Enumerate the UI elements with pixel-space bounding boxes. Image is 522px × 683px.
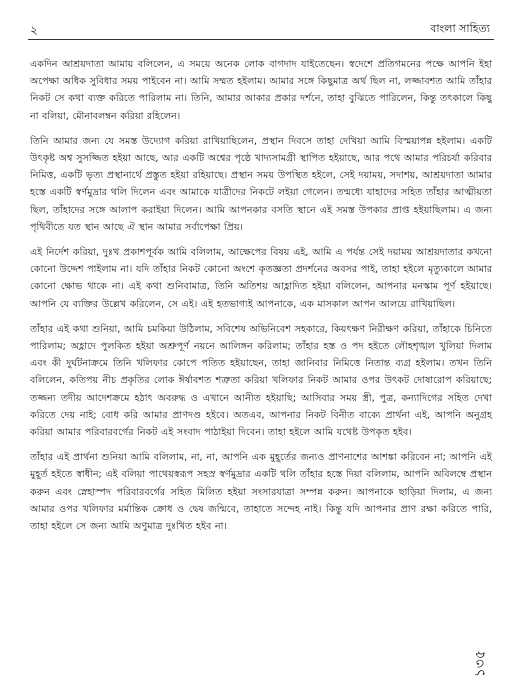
paragraph-4: তাঁহার এই কথা শুনিয়া, আমি চমকিয়া উঠিলাম, সবিশেষ অভিনিবেশ সহকারে, কিয়ৎক্ষণ নিরীক্ষণ করিয়া, তাঁহাকে চিনিতে পারিলাম; অহ্লাদে পুলকিত হইয়া অশ্রুপূর্ণ নয়নে আলিঙ্গন করিলাম; তাঁহার হস্ত ও পদ হইতে লৌহশৃঙ্খল খুলিয়া দিলাম এবং কী দুর্ঘটনাক্রমে তিনি খলিফার কোপে পতিত হইয়াছেন, তাহা জানিবার নিমিত্তে নিতান্ত ব্যগ্র হইলাম। তখন তিনি বলিলেন, কতিপয় নীচ প্রকৃতির লোক ঈর্ষাবশত শত্রুতা করিয়া খলিফার নিকট আমার ওপর উৎকট দোষারোপ করিয়াছে; তজ্জন্য তদীয় আদেশক্রমে হঠাৎ অবরুদ্ধ ও এখানে আনীত হইয়াছি; আসিবার সময় স্ত্রী, পুত্র, কন্যাদিগের সহিত দেখা করিতে দেয় নাই; বোধ করি আমার প্রাণদণ্ড হইবে। অতএব, আপনার নিকট বিনীত বাক্যে প্রার্থনা এই, আপনি অনুগ্রহ করিয়া আমার পরিবারবর্গের নিকট এই সংবাদ পাঠাইয়া দিবেন। তাহা হইলে আমি যথেষ্ট উপকৃত হইব।: [30, 323, 492, 439]
paragraph-5: তাঁহার এই প্রার্থনা শুনিয়া আমি বলিলাম, না, না, আপনি এক মুহূর্তের জন্যও প্রাণনাশের আশঙ্কা করিবেন না; আপনি এই মুহূর্ত হইতে স্বাধীন; এই বলিয়া পাথেয়স্বরূপ সহস্র স্বর্ণমুদ্রার একটি থলি তাঁহার হস্তে দিয়া বলিলাম, আপনি অবিলম্বে প্রস্থান করুন এবং স্নেহাস্পদ পরিবারবর্গের সহিত মিলিত হইয়া সংসারযাত্রা সম্পন্ন করুন। আপনাকে ছাড়িয়া দিলাম, এ জন্য আমার ওপর খলিফার মর্মান্তিক ক্রোধ ও দ্বেষ জন্মিবে, তাহাতে সন্দেহ নাই। কিন্তু যদি আপনার প্রাণ রক্ষা করিতে পারি, তাহা হইলে সে জন্য আমি অণুমাত্র দুঃখিত হইব না।: [30, 452, 492, 533]
paragraph-2: তিনি আমার জন্য যে সমস্ত উদ্যোগ করিয়া রাখিয়াছিলেন, প্রস্থান দিবসে তাহা দেখিয়া আমি বিস্ময়াপন্ন হইলাম। একটি উৎকৃষ্ট অশ্ব সুসজ্জিত হইয়া আছে, আর একটি অশ্বের পৃষ্ঠে খাদ্যসামগ্রী স্থাপিত হইয়াছে, আর পথে আমার পরিচর্যা করিবার নিমিত্ত, একটি ভৃত্য প্রস্থানার্থে প্রস্তুত হইয়া রহিয়াছে। প্রস্থান সময় উপস্থিত হইলে, সেই দয়াময়, সদাশয়, আশ্রয়দাতা আমার হস্তে একটি স্বর্ণমুদ্রার থলি দিলেন এবং আমাকে যাত্রীদের নিকটে লইয়া গেলেন। তন্মধ্যে যাহাদের সহিত তাঁহার আত্মীয়তা ছিল, তাঁহাদের সঙ্গে আলাপ করাইয়া দিলেন। আমি আপনকার বসতি স্থানে এই সমস্ত উপকার প্রাপ্ত হইয়াছিলাম। এ জন্য পৃথিবীতে যত স্থান আছে ঐ স্থান আমার সর্বাপেক্ষা প্রিয়।: [30, 135, 492, 233]
running-header-title: বাংলা সাহিত্য: [430, 22, 490, 35]
paragraph-1: একদিন আশ্রয়দাতা আমায় বলিলেন, এ সময়ে অনেক লোক বাগদাদ যাইতেছেন। স্বদেশে প্রতিগমনের পক্ষে আপনি ইহা অপেক্ষা অধিক সুবিধার সময় পাইবেন না। আমি সম্মত হইলাম। আমার সঙ্গে কিছুমাত্র অর্থ ছিল না, লজ্জাবশত আমি তাঁহার নিকট সে কথা ব্যক্ত করিতে পারিলাম না। তিনি, আমার আকার প্রকার দর্শনে, তাহা বুঝিতে পারিলেন, কিন্তু তৎকালে কিছু না বলিয়া, মৌনাবলম্বন করিয়া রহিলেন।: [30, 59, 492, 122]
page-body: [30, 56, 492, 543]
paragraph-3: এই নির্দেশ করিয়া, দুঃখ প্রকাশপূর্বক আমি বলিলাম, আক্ষেপের বিষয় এই, আমি এ পর্যন্ত সেই দয়াময় আশ্রয়দাতার কখনো কোনো উদ্দেশ পাইলাম না। যদি তাঁহার নিকট কোনো অংশে কৃতজ্ঞতা প্রদর্শনের অবসর পাই, তাহা হইলে মৃত্যুকালে আমার কোনো ক্ষোভ থাকে না। এই কথা শুনিবামাত্র, তিনি অতিশয় আহ্লাদিত হইয়া বলিলেন, আপনার মনস্কাম পূর্ণ হইয়াছে। আপনি যে ব্যক্তির উল্লেখ করিলেন, সে এই। এই হতভাগ্যই আপনাকে, এক মাসকাল আপন আলয়ে রাখিয়াছিল।: [30, 247, 492, 310]
header-rule: [28, 39, 494, 40]
folio-number: ১৩৫: [472, 650, 488, 678]
page-number: ২: [30, 23, 38, 37]
